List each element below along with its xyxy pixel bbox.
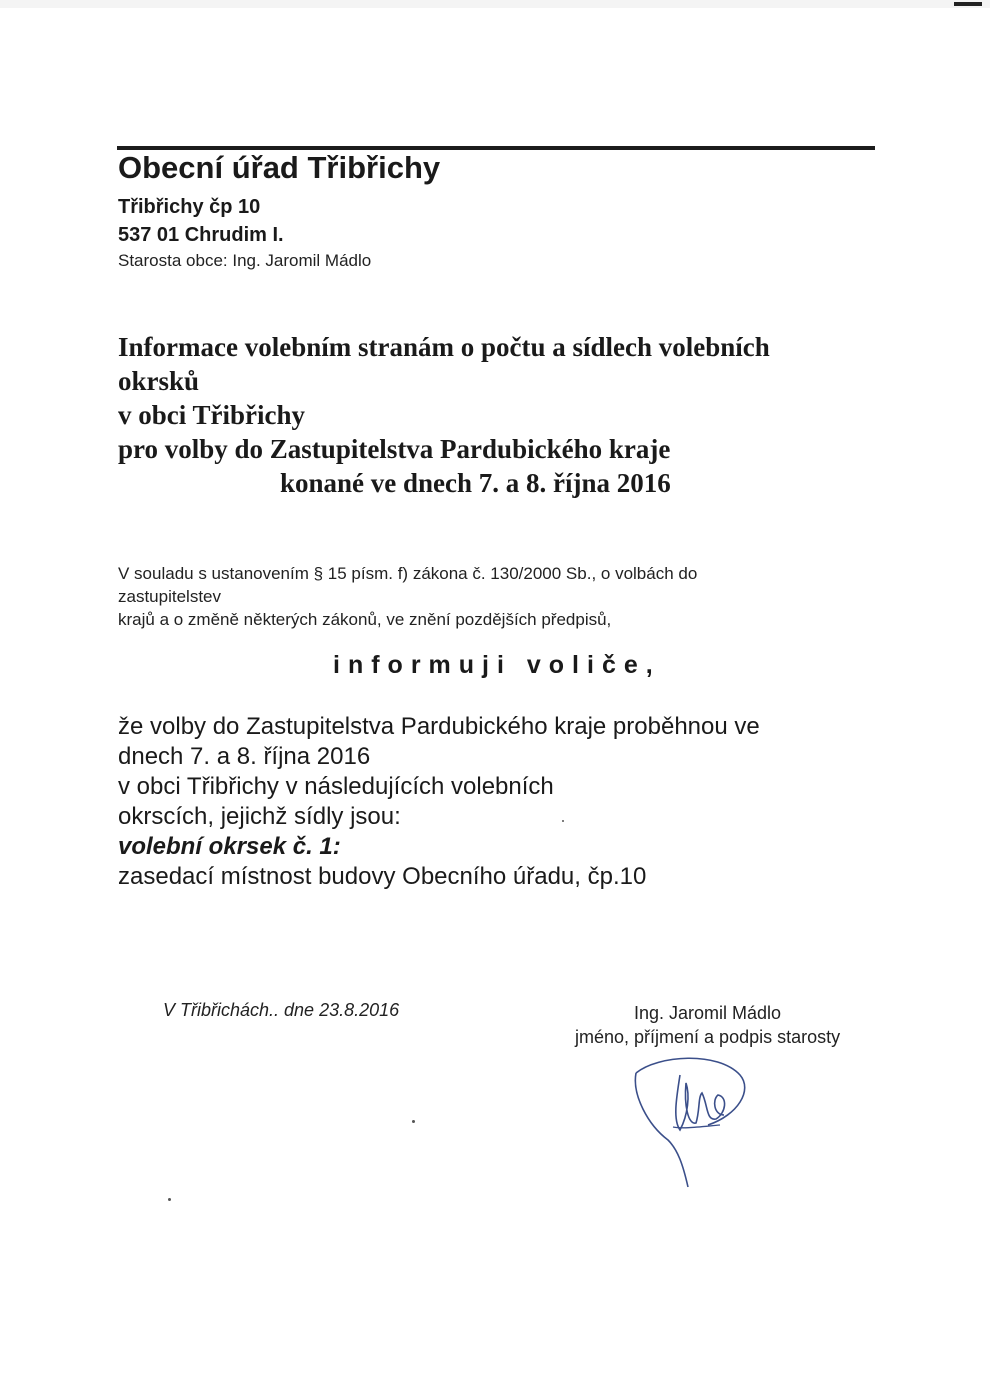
- heading-line-3: v obci Třibřichy: [118, 400, 306, 430]
- address-line-2: 537 01 Chrudim I.: [118, 224, 284, 246]
- document-heading: [118, 330, 878, 500]
- announcement-body: [118, 712, 858, 892]
- body-line-2: dnech 7. a 8. října 2016: [118, 743, 371, 770]
- inform-voters-label: informuji voliče,: [333, 651, 661, 679]
- office-title: Obecní úřad Třibřichy: [118, 150, 441, 185]
- scan-speck: [562, 820, 564, 822]
- legal-line-2: zastupitelstev: [118, 587, 221, 606]
- address-line-1: Třibřichy čp 10: [118, 196, 261, 218]
- scan-edge: [0, 0, 990, 8]
- okrsek-label: volební okrsek č. 1:: [118, 833, 341, 860]
- legal-basis: [118, 562, 818, 631]
- body-line-3: v obci Třibřichy v následujících volebních: [118, 773, 554, 800]
- place-and-date: V Třibřichách.. dne 23.8.2016: [163, 1000, 400, 1020]
- body-line-4: okrscích, jejichž sídly jsou:: [118, 803, 401, 830]
- legal-line-3: krajů a o změně některých zákonů, ve znění pozdějších předpisů,: [118, 610, 612, 629]
- heading-line-1: Informace volebním stranám o počtu a sídlech volebních: [118, 332, 770, 362]
- heading-line-5: konané ve dnech 7. a 8. října 2016: [280, 468, 671, 498]
- scan-speck: [412, 1120, 415, 1123]
- signer-role: jméno, příjmení a podpis starosty: [575, 1027, 841, 1047]
- handwritten-signature: [628, 1055, 758, 1195]
- scan-corner-mark: [954, 2, 982, 6]
- mayor-line: Starosta obce: Ing. Jaromil Mádlo: [118, 251, 372, 270]
- heading-line-2: okrsků: [118, 366, 200, 396]
- legal-line-1: V souladu s ustanovením § 15 písm. f) zákona č. 130/2000 Sb., o volbách do: [118, 564, 698, 583]
- scan-speck: [168, 1198, 171, 1201]
- okrsek-location: zasedací místnost budovy Obecního úřadu, čp.10: [118, 863, 647, 890]
- heading-line-4: pro volby do Zastupitelstva Pardubického kraje: [118, 434, 671, 464]
- signer-name: Ing. Jaromil Mádlo: [634, 1003, 782, 1023]
- body-line-1: že volby do Zastupitelstva Pardubického kraje proběhnou ve: [118, 713, 760, 740]
